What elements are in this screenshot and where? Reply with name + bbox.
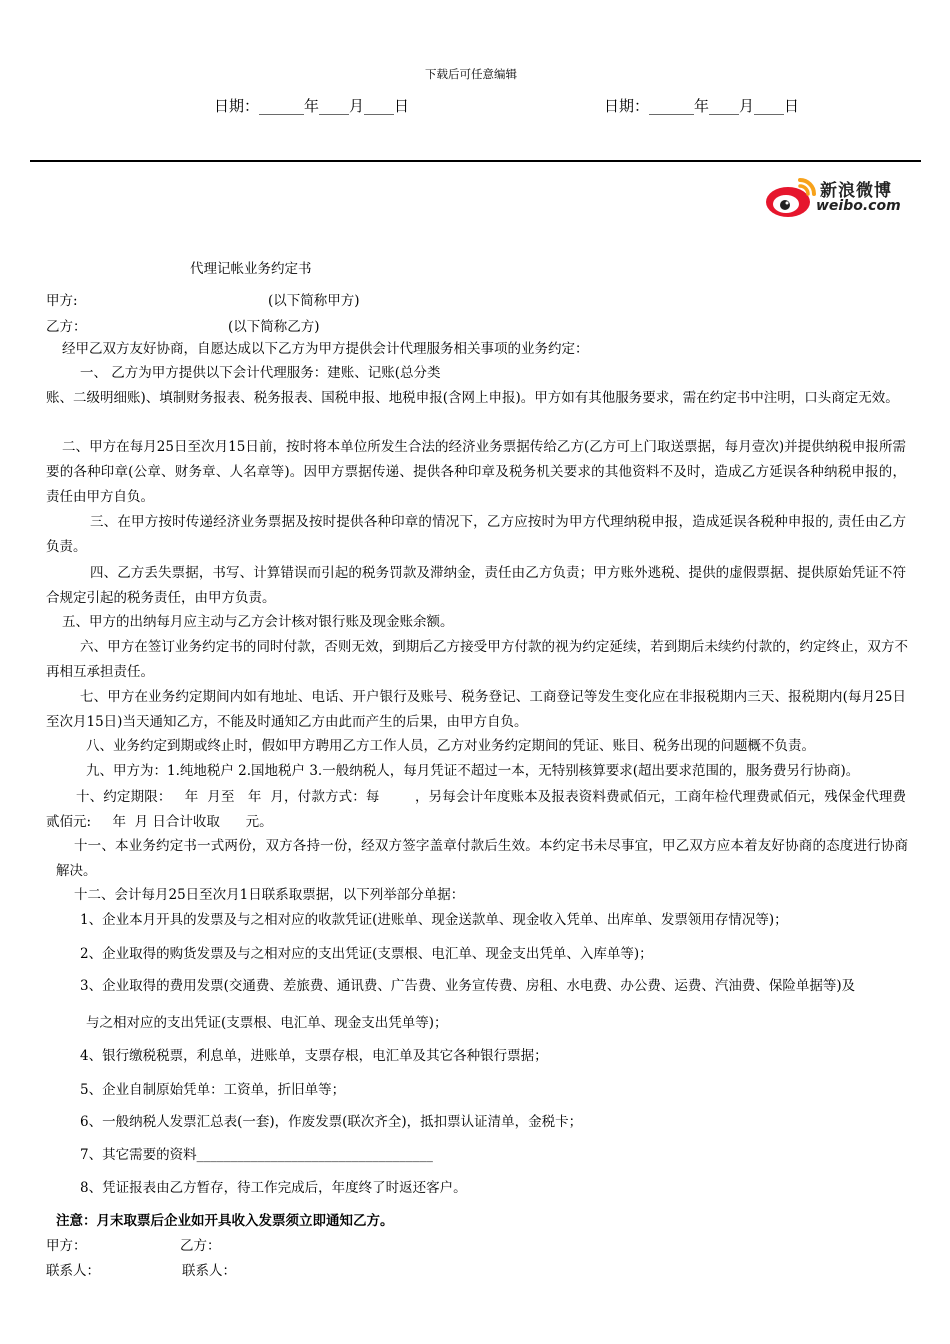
- clause-8: 八、业务约定到期或终止时，假如甲方聘用乙方工作人员，乙方对业务约定期间的凭证、账目、税务出现的问题概不负责。: [86, 738, 815, 754]
- contact-party-a: 联系人：: [46, 1263, 100, 1279]
- weibo-eye-icon: [764, 174, 820, 220]
- party-b-note: (以下简称乙方): [228, 319, 320, 335]
- clause-6: 六、甲方在签订业务约定书的同时付款，否则无效，到期后乙方接受甲方付款的视为约定延续，若到期后未续约付款的，约定终止，双方不再相互承担责任。: [46, 639, 908, 680]
- list-item: 1、企业本月开具的发票及与之相对应的收款凭证(进账单、现金送款单、现金收入凭单、出库单、发票领用存情况等)；: [80, 912, 788, 928]
- list-item: 与之相对应的支出凭证(支票根、电汇单、现金支出凭单等)；: [86, 1015, 448, 1031]
- clause-1-body: 账、二级明细账)、填制财务报表、税务报表、国税申报、地税申报(含网上申报)。甲方如有其他服务要求，需在约定书中注明，口头商定无效。: [46, 390, 899, 406]
- clause-11: 十一、本业务约定书一式两份，双方各持一份，经双方签字盖章付款后生效。本约定书未尽事宜，甲乙双方应本着友好协商的态度进行协商解决。: [56, 838, 908, 879]
- party-a-note: (以下简称甲方): [268, 293, 360, 309]
- clause-9: 九、甲方为：1.纯地税户 2.国地税户 3.一般纳税人，每月凭证不超过一本，无特别核算要求(超出要求范围的，服务费另行协商)。: [86, 763, 860, 779]
- header-note: 下载后可任意编辑: [425, 67, 517, 81]
- sign-party-a: 甲方：: [46, 1238, 87, 1254]
- list-item: 4、银行缴税税票，利息单，进账单，支票存根，电汇单及其它各种银行票据；: [80, 1048, 548, 1064]
- list-item: 6、一般纳税人发票汇总表(一套)，作废发票(联次齐全)，抵扣票认证清单，金税卡；: [80, 1114, 583, 1130]
- list-item: 5、企业自制原始凭单：工资单，折旧单等；: [80, 1082, 346, 1098]
- document-title: 代理记帐业务约定书: [190, 261, 312, 277]
- contact-party-b: 联系人：: [182, 1263, 236, 1279]
- clause-2: 二、甲方在每月25日至次月15日前，按时将本单位所发生合法的经济业务票据传给乙方(乙方可上门取送票据，每月壹次)并提供纳税申报所需要的各种印章(公章、财务章、人名章等)。因甲方票据传递、提供各种印章及税务机关要求的其他资料不及时，造成乙方延误各种纳税申报的，责任由甲方自负。: [46, 439, 906, 505]
- list-item: 3、企业取得的费用发票(交通费、差旅费、通讯费、广告费、业务宣传费、房租、水电费、办公费、运费、汽油费、保险单据等)及: [80, 978, 856, 994]
- party-a-label: 甲方:: [46, 293, 78, 309]
- list-item: 8、凭证报表由乙方暂存，待工作完成后，年度终了时返还客户。: [80, 1180, 467, 1196]
- logo-text-cn: 新浪微博: [820, 181, 892, 201]
- clause-1-head: 一、 乙方为甲方提供以下会计代理服务：建账、记账(总分类: [80, 365, 441, 381]
- clause-12: 十二、会计每月25日至次月1日联系取票据，以下列举部分单据：: [74, 887, 465, 903]
- notice-text: 注意：月末取票后企业如开具收入发票须立即通知乙方。: [56, 1213, 394, 1229]
- clause-3: 三、在甲方按时传递经济业务票据及按时提供各种印章的情况下，乙方应按时为甲方代理纳税申报，造成延误各税种申报的, 责任由乙方负责。: [46, 514, 906, 555]
- clause-5: 五、甲方的出纳每月应主动与乙方会计核对银行账及现金账余额。: [62, 614, 454, 630]
- logo-text-en: weibo.com: [816, 198, 901, 214]
- sign-party-b: 乙方：: [180, 1238, 221, 1254]
- date-line-left: 日期：______年____月____日: [214, 97, 410, 115]
- party-b-label: 乙方：: [46, 319, 87, 335]
- clause-4: 四、乙方丢失票据，书写、计算错误而引起的税务罚款及滞纳金，责任由乙方负责；甲方账外逃税、提供的虚假票据、提供原始凭证不符合规定引起的税务责任，由甲方负责。: [46, 565, 906, 606]
- weibo-logo: [764, 174, 904, 220]
- header-divider: [30, 160, 921, 162]
- clause-10: 十、约定期限： 年 月至 年 月，付款方式：每 ，另每会计年度账本及报表资料费贰佰元，工商年检代理费贰佰元，残保金代理费贰佰元: 年 月 日合计收取 元。: [46, 789, 906, 830]
- clause-7: 七、甲方在业务约定期间内如有地址、电话、开户银行及账号、税务登记、工商登记等发生变化应在非报税期内三天、报税期内(每月25日至次月15日)当天通知乙方，不能及时通知乙方由此而产生的后果，由甲方自负。: [46, 689, 906, 730]
- list-item: 7、其它需要的资料___________________________________: [80, 1147, 433, 1163]
- date-line-right: 日期：______年____月____日: [604, 97, 800, 115]
- list-item: 2、企业取得的购货发票及与之相对应的支出凭证(支票根、电汇单、现金支出凭单、入库单等)；: [80, 946, 653, 962]
- intro-paragraph: 经甲乙双方友好协商，自愿达成以下乙方为甲方提供会计代理服务相关事项的业务约定：: [62, 341, 589, 357]
